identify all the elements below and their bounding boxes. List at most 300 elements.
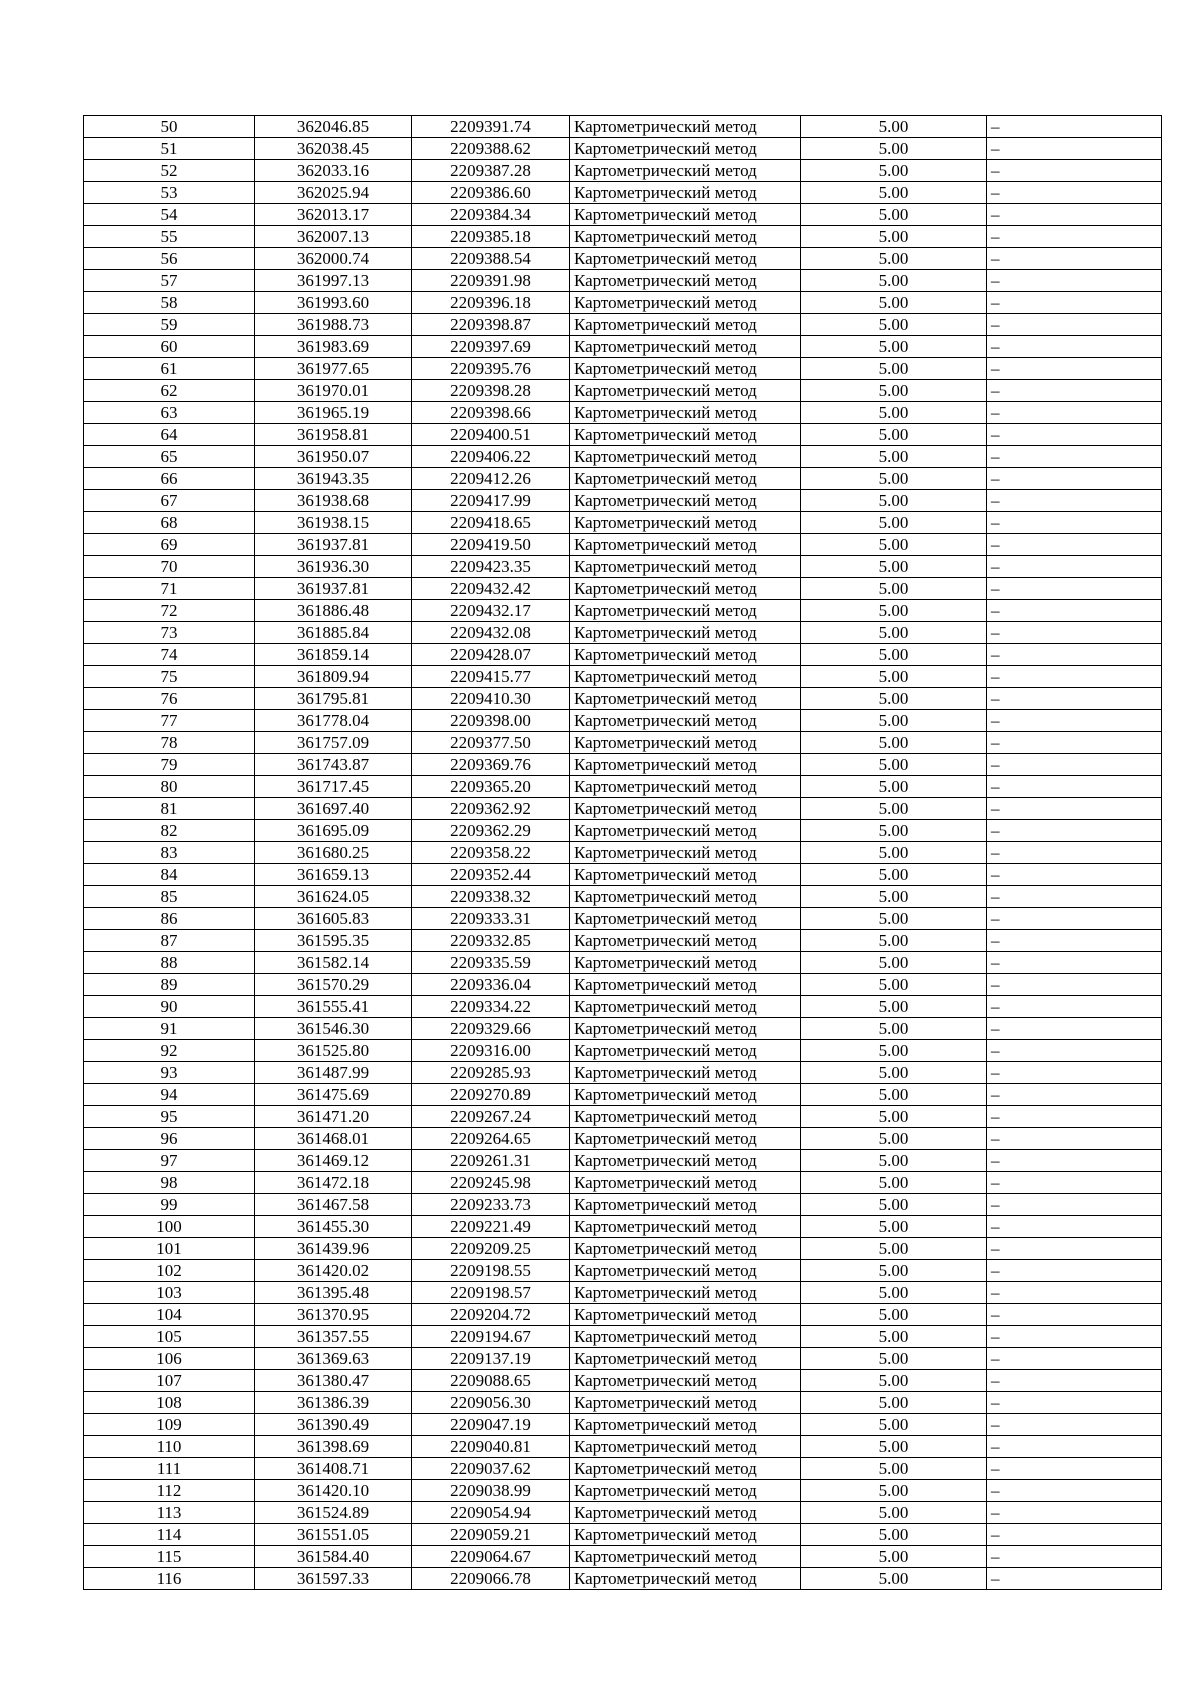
method-cell: Картометрический метод [570, 886, 801, 908]
method-cell: Картометрический метод [570, 952, 801, 974]
coordinate-y-cell: 2209335.59 [412, 952, 570, 974]
coordinate-x-cell: 361993.60 [255, 292, 412, 314]
note-cell: – [987, 996, 1162, 1018]
method-cell: Картометрический метод [570, 336, 801, 358]
table-row [84, 776, 1162, 798]
coordinate-y-cell: 2209338.32 [412, 886, 570, 908]
table-row [84, 688, 1162, 710]
table-row [84, 358, 1162, 380]
coordinate-y-cell: 2209362.92 [412, 798, 570, 820]
method-cell: Картометрический метод [570, 380, 801, 402]
table-row [84, 1062, 1162, 1084]
note-cell: – [987, 1348, 1162, 1370]
point-number-cell: 64 [84, 424, 255, 446]
accuracy-cell: 5.00 [801, 1568, 987, 1590]
coordinate-y-cell: 2209088.65 [412, 1370, 570, 1392]
accuracy-cell: 5.00 [801, 468, 987, 490]
method-cell: Картометрический метод [570, 468, 801, 490]
accuracy-cell: 5.00 [801, 1260, 987, 1282]
point-number-cell: 106 [84, 1348, 255, 1370]
method-cell: Картометрический метод [570, 402, 801, 424]
point-number-cell: 101 [84, 1238, 255, 1260]
coordinate-y-cell: 2209396.18 [412, 292, 570, 314]
coordinate-y-cell: 2209334.22 [412, 996, 570, 1018]
point-number-cell: 57 [84, 270, 255, 292]
table-row [84, 380, 1162, 402]
accuracy-cell: 5.00 [801, 776, 987, 798]
coordinates-table [83, 115, 1162, 1590]
table-row [84, 1282, 1162, 1304]
coordinate-x-cell: 361369.63 [255, 1348, 412, 1370]
method-cell: Картометрический метод [570, 1238, 801, 1260]
accuracy-cell: 5.00 [801, 644, 987, 666]
coordinate-y-cell: 2209406.22 [412, 446, 570, 468]
coordinate-x-cell: 361885.84 [255, 622, 412, 644]
table-row [84, 1436, 1162, 1458]
note-cell: – [987, 600, 1162, 622]
point-number-cell: 69 [84, 534, 255, 556]
point-number-cell: 112 [84, 1480, 255, 1502]
table-row [84, 1502, 1162, 1524]
point-number-cell: 63 [84, 402, 255, 424]
coordinate-y-cell: 2209040.81 [412, 1436, 570, 1458]
coordinate-x-cell: 361555.41 [255, 996, 412, 1018]
coordinate-x-cell: 361680.25 [255, 842, 412, 864]
note-cell: – [987, 1128, 1162, 1150]
point-number-cell: 76 [84, 688, 255, 710]
method-cell: Картометрический метод [570, 1458, 801, 1480]
coordinate-y-cell: 2209137.19 [412, 1348, 570, 1370]
point-number-cell: 90 [84, 996, 255, 1018]
coordinate-x-cell: 361472.18 [255, 1172, 412, 1194]
note-cell: – [987, 1370, 1162, 1392]
accuracy-cell: 5.00 [801, 886, 987, 908]
method-cell: Картометрический метод [570, 446, 801, 468]
method-cell: Картометрический метод [570, 424, 801, 446]
point-number-cell: 104 [84, 1304, 255, 1326]
accuracy-cell: 5.00 [801, 952, 987, 974]
coordinate-y-cell: 2209358.22 [412, 842, 570, 864]
note-cell: – [987, 1172, 1162, 1194]
coordinate-y-cell: 2209418.65 [412, 512, 570, 534]
point-number-cell: 70 [84, 556, 255, 578]
coordinate-x-cell: 361395.48 [255, 1282, 412, 1304]
method-cell: Картометрический метод [570, 1436, 801, 1458]
note-cell: – [987, 292, 1162, 314]
coordinate-y-cell: 2209410.30 [412, 688, 570, 710]
coordinate-y-cell: 2209412.26 [412, 468, 570, 490]
coordinate-x-cell: 361471.20 [255, 1106, 412, 1128]
note-cell: – [987, 248, 1162, 270]
table-row [84, 1480, 1162, 1502]
method-cell: Картометрический метод [570, 1370, 801, 1392]
accuracy-cell: 5.00 [801, 1150, 987, 1172]
point-number-cell: 73 [84, 622, 255, 644]
coordinate-x-cell: 361757.09 [255, 732, 412, 754]
table-row [84, 1370, 1162, 1392]
note-cell: – [987, 534, 1162, 556]
note-cell: – [987, 1216, 1162, 1238]
note-cell: – [987, 468, 1162, 490]
accuracy-cell: 5.00 [801, 556, 987, 578]
table-row [84, 1172, 1162, 1194]
accuracy-cell: 5.00 [801, 1348, 987, 1370]
coordinate-x-cell: 361997.13 [255, 270, 412, 292]
table-row [84, 336, 1162, 358]
coordinate-x-cell: 361970.01 [255, 380, 412, 402]
method-cell: Картометрический метод [570, 1546, 801, 1568]
note-cell: – [987, 1282, 1162, 1304]
note-cell: – [987, 1260, 1162, 1282]
accuracy-cell: 5.00 [801, 402, 987, 424]
accuracy-cell: 5.00 [801, 1502, 987, 1524]
point-number-cell: 53 [84, 182, 255, 204]
coordinate-x-cell: 362025.94 [255, 182, 412, 204]
table-row [84, 534, 1162, 556]
table-row [84, 1326, 1162, 1348]
point-number-cell: 55 [84, 226, 255, 248]
accuracy-cell: 5.00 [801, 1172, 987, 1194]
accuracy-cell: 5.00 [801, 820, 987, 842]
point-number-cell: 110 [84, 1436, 255, 1458]
note-cell: – [987, 160, 1162, 182]
method-cell: Картометрический метод [570, 688, 801, 710]
method-cell: Картометрический метод [570, 578, 801, 600]
coordinate-y-cell: 2209384.34 [412, 204, 570, 226]
coordinate-x-cell: 361795.81 [255, 688, 412, 710]
method-cell: Картометрический метод [570, 864, 801, 886]
coordinate-x-cell: 361386.39 [255, 1392, 412, 1414]
coordinate-y-cell: 2209400.51 [412, 424, 570, 446]
coordinate-x-cell: 361988.73 [255, 314, 412, 336]
coordinate-x-cell: 361605.83 [255, 908, 412, 930]
note-cell: – [987, 644, 1162, 666]
method-cell: Картометрический метод [570, 996, 801, 1018]
accuracy-cell: 5.00 [801, 1084, 987, 1106]
table-row [84, 974, 1162, 996]
accuracy-cell: 5.00 [801, 1194, 987, 1216]
coordinate-y-cell: 2209198.57 [412, 1282, 570, 1304]
accuracy-cell: 5.00 [801, 1128, 987, 1150]
coordinate-y-cell: 2209398.00 [412, 710, 570, 732]
method-cell: Картометрический метод [570, 1018, 801, 1040]
table-row [84, 732, 1162, 754]
accuracy-cell: 5.00 [801, 182, 987, 204]
accuracy-cell: 5.00 [801, 864, 987, 886]
accuracy-cell: 5.00 [801, 1370, 987, 1392]
table-row [84, 1084, 1162, 1106]
accuracy-cell: 5.00 [801, 1238, 987, 1260]
note-cell: – [987, 1040, 1162, 1062]
table-row [84, 512, 1162, 534]
note-cell: – [987, 1568, 1162, 1590]
note-cell: – [987, 1062, 1162, 1084]
coordinate-y-cell: 2209391.98 [412, 270, 570, 292]
point-number-cell: 66 [84, 468, 255, 490]
accuracy-cell: 5.00 [801, 1216, 987, 1238]
accuracy-cell: 5.00 [801, 1304, 987, 1326]
accuracy-cell: 5.00 [801, 380, 987, 402]
coordinate-y-cell: 2209245.98 [412, 1172, 570, 1194]
coordinate-y-cell: 2209388.54 [412, 248, 570, 270]
coordinate-y-cell: 2209398.28 [412, 380, 570, 402]
coordinate-x-cell: 361390.49 [255, 1414, 412, 1436]
point-number-cell: 96 [84, 1128, 255, 1150]
method-cell: Картометрический метод [570, 512, 801, 534]
accuracy-cell: 5.00 [801, 1040, 987, 1062]
coordinate-x-cell: 361965.19 [255, 402, 412, 424]
note-cell: – [987, 798, 1162, 820]
coordinate-y-cell: 2209038.99 [412, 1480, 570, 1502]
note-cell: – [987, 1502, 1162, 1524]
method-cell: Картометрический метод [570, 1260, 801, 1282]
coordinate-x-cell: 361370.95 [255, 1304, 412, 1326]
table-row [84, 600, 1162, 622]
point-number-cell: 113 [84, 1502, 255, 1524]
note-cell: – [987, 1194, 1162, 1216]
table-row [84, 1568, 1162, 1590]
table-row [84, 1150, 1162, 1172]
accuracy-cell: 5.00 [801, 1524, 987, 1546]
coordinate-x-cell: 361624.05 [255, 886, 412, 908]
point-number-cell: 116 [84, 1568, 255, 1590]
note-cell: – [987, 754, 1162, 776]
method-cell: Картометрический метод [570, 1502, 801, 1524]
coordinate-x-cell: 361778.04 [255, 710, 412, 732]
table-row [84, 248, 1162, 270]
coordinate-y-cell: 2209417.99 [412, 490, 570, 512]
point-number-cell: 51 [84, 138, 255, 160]
method-cell: Картометрический метод [570, 908, 801, 930]
method-cell: Картометрический метод [570, 600, 801, 622]
note-cell: – [987, 688, 1162, 710]
point-number-cell: 94 [84, 1084, 255, 1106]
method-cell: Картометрический метод [570, 292, 801, 314]
method-cell: Картометрический метод [570, 754, 801, 776]
point-number-cell: 65 [84, 446, 255, 468]
method-cell: Картометрический метод [570, 1150, 801, 1172]
coordinate-y-cell: 2209261.31 [412, 1150, 570, 1172]
accuracy-cell: 5.00 [801, 622, 987, 644]
coordinate-y-cell: 2209377.50 [412, 732, 570, 754]
table-row [84, 1040, 1162, 1062]
point-number-cell: 103 [84, 1282, 255, 1304]
coordinate-y-cell: 2209395.76 [412, 358, 570, 380]
table-row [84, 1414, 1162, 1436]
method-cell: Картометрический метод [570, 116, 801, 138]
method-cell: Картометрический метод [570, 1348, 801, 1370]
method-cell: Картометрический метод [570, 204, 801, 226]
method-cell: Картометрический метод [570, 138, 801, 160]
method-cell: Картометрический метод [570, 226, 801, 248]
coordinate-y-cell: 2209432.08 [412, 622, 570, 644]
note-cell: – [987, 952, 1162, 974]
point-number-cell: 100 [84, 1216, 255, 1238]
method-cell: Картометрический метод [570, 1084, 801, 1106]
coordinate-x-cell: 361546.30 [255, 1018, 412, 1040]
note-cell: – [987, 622, 1162, 644]
point-number-cell: 107 [84, 1370, 255, 1392]
accuracy-cell: 5.00 [801, 996, 987, 1018]
point-number-cell: 102 [84, 1260, 255, 1282]
method-cell: Картометрический метод [570, 556, 801, 578]
method-cell: Картометрический метод [570, 1062, 801, 1084]
point-number-cell: 86 [84, 908, 255, 930]
coordinate-y-cell: 2209415.77 [412, 666, 570, 688]
coordinate-x-cell: 361595.35 [255, 930, 412, 952]
method-cell: Картометрический метод [570, 1480, 801, 1502]
accuracy-cell: 5.00 [801, 688, 987, 710]
accuracy-cell: 5.00 [801, 138, 987, 160]
method-cell: Картометрический метод [570, 314, 801, 336]
method-cell: Картометрический метод [570, 1304, 801, 1326]
table-row [84, 160, 1162, 182]
table-row [84, 490, 1162, 512]
coordinate-x-cell: 362000.74 [255, 248, 412, 270]
method-cell: Картометрический метод [570, 1172, 801, 1194]
coordinate-x-cell: 361469.12 [255, 1150, 412, 1172]
note-cell: – [987, 1106, 1162, 1128]
coordinate-x-cell: 361938.15 [255, 512, 412, 534]
point-number-cell: 95 [84, 1106, 255, 1128]
point-number-cell: 74 [84, 644, 255, 666]
point-number-cell: 114 [84, 1524, 255, 1546]
coordinate-x-cell: 361380.47 [255, 1370, 412, 1392]
coordinate-y-cell: 2209329.66 [412, 1018, 570, 1040]
coordinate-x-cell: 361743.87 [255, 754, 412, 776]
point-number-cell: 89 [84, 974, 255, 996]
coordinate-x-cell: 361886.48 [255, 600, 412, 622]
point-number-cell: 59 [84, 314, 255, 336]
method-cell: Картометрический метод [570, 974, 801, 996]
note-cell: – [987, 358, 1162, 380]
point-number-cell: 105 [84, 1326, 255, 1348]
table-row [84, 644, 1162, 666]
table-row [84, 864, 1162, 886]
note-cell: – [987, 1436, 1162, 1458]
point-number-cell: 60 [84, 336, 255, 358]
coordinate-y-cell: 2209194.67 [412, 1326, 570, 1348]
point-number-cell: 71 [84, 578, 255, 600]
coordinate-y-cell: 2209064.67 [412, 1546, 570, 1568]
note-cell: – [987, 1238, 1162, 1260]
coordinate-x-cell: 361958.81 [255, 424, 412, 446]
coordinate-x-cell: 361475.69 [255, 1084, 412, 1106]
accuracy-cell: 5.00 [801, 358, 987, 380]
point-number-cell: 92 [84, 1040, 255, 1062]
coordinates-table-body [84, 116, 1162, 1590]
point-number-cell: 85 [84, 886, 255, 908]
accuracy-cell: 5.00 [801, 1326, 987, 1348]
method-cell: Картометрический метод [570, 842, 801, 864]
coordinate-y-cell: 2209066.78 [412, 1568, 570, 1590]
point-number-cell: 61 [84, 358, 255, 380]
coordinate-y-cell: 2209398.66 [412, 402, 570, 424]
accuracy-cell: 5.00 [801, 1018, 987, 1040]
coordinate-y-cell: 2209385.18 [412, 226, 570, 248]
coordinate-x-cell: 361455.30 [255, 1216, 412, 1238]
accuracy-cell: 5.00 [801, 842, 987, 864]
table-row [84, 622, 1162, 644]
table-row [84, 270, 1162, 292]
method-cell: Картометрический метод [570, 710, 801, 732]
coordinate-y-cell: 2209264.65 [412, 1128, 570, 1150]
coordinate-y-cell: 2209285.93 [412, 1062, 570, 1084]
coordinate-y-cell: 2209221.49 [412, 1216, 570, 1238]
coordinate-y-cell: 2209391.74 [412, 116, 570, 138]
method-cell: Картометрический метод [570, 1216, 801, 1238]
accuracy-cell: 5.00 [801, 798, 987, 820]
coordinate-y-cell: 2209432.17 [412, 600, 570, 622]
coordinate-x-cell: 361659.13 [255, 864, 412, 886]
method-cell: Картометрический метод [570, 798, 801, 820]
method-cell: Картометрический метод [570, 622, 801, 644]
point-number-cell: 68 [84, 512, 255, 534]
point-number-cell: 67 [84, 490, 255, 512]
coordinate-x-cell: 362046.85 [255, 116, 412, 138]
method-cell: Картометрический метод [570, 1282, 801, 1304]
coordinate-y-cell: 2209270.89 [412, 1084, 570, 1106]
accuracy-cell: 5.00 [801, 204, 987, 226]
coordinate-y-cell: 2209332.85 [412, 930, 570, 952]
accuracy-cell: 5.00 [801, 1436, 987, 1458]
method-cell: Картометрический метод [570, 1568, 801, 1590]
accuracy-cell: 5.00 [801, 1062, 987, 1084]
note-cell: – [987, 1392, 1162, 1414]
table-row [84, 138, 1162, 160]
table-row [84, 1304, 1162, 1326]
method-cell: Картометрический метод [570, 270, 801, 292]
note-cell: – [987, 1326, 1162, 1348]
note-cell: – [987, 226, 1162, 248]
note-cell: – [987, 666, 1162, 688]
method-cell: Картометрический метод [570, 490, 801, 512]
coordinate-x-cell: 361938.68 [255, 490, 412, 512]
accuracy-cell: 5.00 [801, 732, 987, 754]
coordinate-x-cell: 361408.71 [255, 1458, 412, 1480]
note-cell: – [987, 732, 1162, 754]
coordinate-x-cell: 361467.58 [255, 1194, 412, 1216]
method-cell: Картометрический метод [570, 1128, 801, 1150]
note-cell: – [987, 182, 1162, 204]
point-number-cell: 84 [84, 864, 255, 886]
accuracy-cell: 5.00 [801, 1282, 987, 1304]
coordinate-x-cell: 361357.55 [255, 1326, 412, 1348]
point-number-cell: 77 [84, 710, 255, 732]
accuracy-cell: 5.00 [801, 578, 987, 600]
table-row [84, 226, 1162, 248]
table-row [84, 1216, 1162, 1238]
note-cell: – [987, 512, 1162, 534]
accuracy-cell: 5.00 [801, 446, 987, 468]
table-row [84, 908, 1162, 930]
accuracy-cell: 5.00 [801, 534, 987, 556]
accuracy-cell: 5.00 [801, 292, 987, 314]
table-row [84, 996, 1162, 1018]
coordinate-x-cell: 362038.45 [255, 138, 412, 160]
accuracy-cell: 5.00 [801, 908, 987, 930]
coordinate-y-cell: 2209419.50 [412, 534, 570, 556]
coordinate-y-cell: 2209428.07 [412, 644, 570, 666]
table-row [84, 424, 1162, 446]
coordinate-y-cell: 2209352.44 [412, 864, 570, 886]
note-cell: – [987, 974, 1162, 996]
coordinate-x-cell: 361420.10 [255, 1480, 412, 1502]
point-number-cell: 52 [84, 160, 255, 182]
method-cell: Картометрический метод [570, 1414, 801, 1436]
table-row [84, 1018, 1162, 1040]
coordinate-x-cell: 361937.81 [255, 534, 412, 556]
